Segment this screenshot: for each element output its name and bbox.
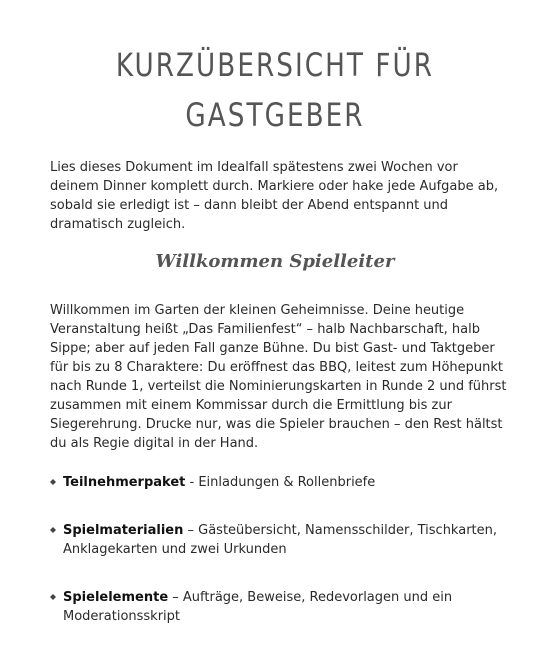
list-item-text: - Einladungen & Rollenbriefe	[185, 475, 376, 490]
page-title-line-2: GASTGEBER	[185, 96, 365, 134]
intro-paragraph: Lies dieses Dokument im Idealfall spätestens zwei Wochen vor deinem Dinner komplett durch. Markiere oder hake jede Aufgabe ab, sobald sie erledigt ist – dann bleibt der Abend entspannt und dramatisch zugleich.	[50, 160, 499, 232]
list-item-text: – Gästeübersicht, Namensschilder, Tischkarten, Anklagekarten und zwei Urkunden	[63, 523, 498, 557]
section-subtitle: Willkommen Spielleiter	[155, 251, 395, 272]
diamond-bullet-icon	[50, 527, 56, 533]
list-item-title: Teilnehmerpaket	[63, 475, 186, 490]
materials-list	[50, 473, 510, 655]
page-title	[50, 40, 501, 140]
list-item	[50, 473, 510, 492]
diamond-bullet-icon	[50, 594, 56, 600]
list-item-text: – Aufträge, Beweise, Redevorlagen und ein Moderationsskript	[63, 590, 453, 624]
list-item-title: Spielelemente	[63, 590, 169, 605]
diamond-bullet-icon	[50, 479, 56, 485]
welcome-paragraph: Willkommen im Garten der kleinen Geheimnisse. Deine heutige Veranstaltung heißt „Das Familienfest“ – halb Nachbarschaft, halb Sippe; aber auf jeden Fall ganze Bühne. Du bist Gast- und Taktgeber für bis zu 8 Charaktere: Du eröffnest das BBQ, leitest zum Höhepunkt nach Runde 1, verteilst die Nominierungskarten in Runde 2 und führst zusammen mit einem Kommissar durch die Ermittlung bis zur Siegerehrung. Drucke nur, was die Spieler brauchen – den Rest hältst du als Regie digital in der Hand.	[50, 303, 507, 451]
list-item-title: Spielmaterialien	[63, 523, 184, 538]
list-item	[50, 588, 510, 626]
list-item	[50, 521, 510, 559]
page-title-line-1: KURZÜBERSICHT FÜR	[115, 46, 435, 84]
